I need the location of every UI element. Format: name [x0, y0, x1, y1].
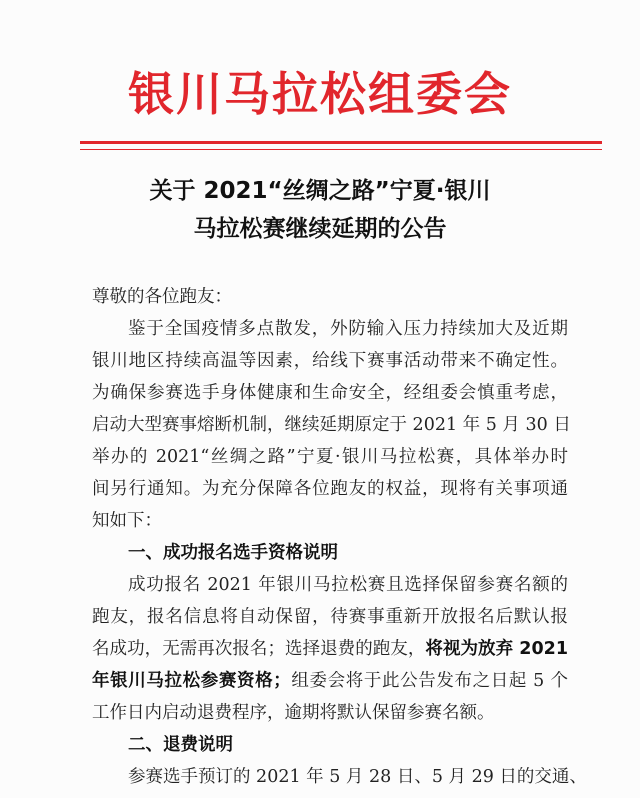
- emphasis-text: 将视为放弃 2021: [425, 639, 568, 659]
- salutation: 尊敬的各位跑友：: [92, 287, 232, 307]
- notice-title: [0, 172, 640, 248]
- notice-title-line-1: 关于 2021“丝绸之路”宁夏·银川: [149, 178, 491, 204]
- body-line: 知如下：: [92, 511, 162, 531]
- body-line: 间另行通知。为充分保障各位跑友的权益，现将有关事项通: [92, 479, 568, 499]
- section-heading: 二、退费说明: [128, 735, 233, 755]
- body-line: 启动大型赛事熔断机制，继续延期原定于 2021 年 5 月 30 日: [92, 415, 571, 435]
- body-line: 跑友，报名信息将自动保留，待赛事重新开放报名后默认报: [92, 607, 568, 627]
- body-line: 工作日内启动退费程序，逾期将默认保留参赛名额。: [92, 703, 495, 723]
- intro-paragraph: [92, 313, 571, 537]
- body-line: 为确保参赛选手身体健康和生命安全，经组委会慎重考虑，: [92, 383, 568, 403]
- org-name-header: 银川马拉松组委会: [128, 67, 512, 121]
- section-heading: 一、成功报名选手资格说明: [128, 543, 338, 563]
- emphasis-text: 年银川马拉松参赛资格；: [92, 671, 291, 691]
- body-line: 举办的 2021“丝绸之路”宁夏·银川马拉松赛，具体举办时: [92, 447, 568, 467]
- body-line: 成功报名 2021 年银川马拉松赛且选择保留参赛名额的: [128, 575, 568, 595]
- notice-title-line-2: 马拉松赛继续延期的公告: [193, 216, 447, 242]
- body-text: 组委会将于此公告发布之日起 5 个: [290, 671, 568, 691]
- body-line: 银川地区持续高温等因素，给线下赛事活动带来不确定性。: [92, 351, 568, 371]
- header-rule-thick: [80, 141, 602, 144]
- body-text: 名成功，无需再次报名；选择退费的跑友，: [92, 639, 426, 659]
- body-line: [92, 633, 568, 665]
- body-line: [92, 665, 568, 697]
- body-line: 参赛选手预订的 2021 年 5 月 28 日、5 月 29 日的交通、: [128, 767, 587, 787]
- notice-body: [92, 281, 587, 793]
- header-rule-thin: [80, 149, 602, 150]
- section-2: [92, 729, 587, 793]
- body-line: 鉴于全国疫情多点散发，外防输入压力持续加大及近期: [128, 319, 568, 339]
- section-1: [92, 537, 568, 729]
